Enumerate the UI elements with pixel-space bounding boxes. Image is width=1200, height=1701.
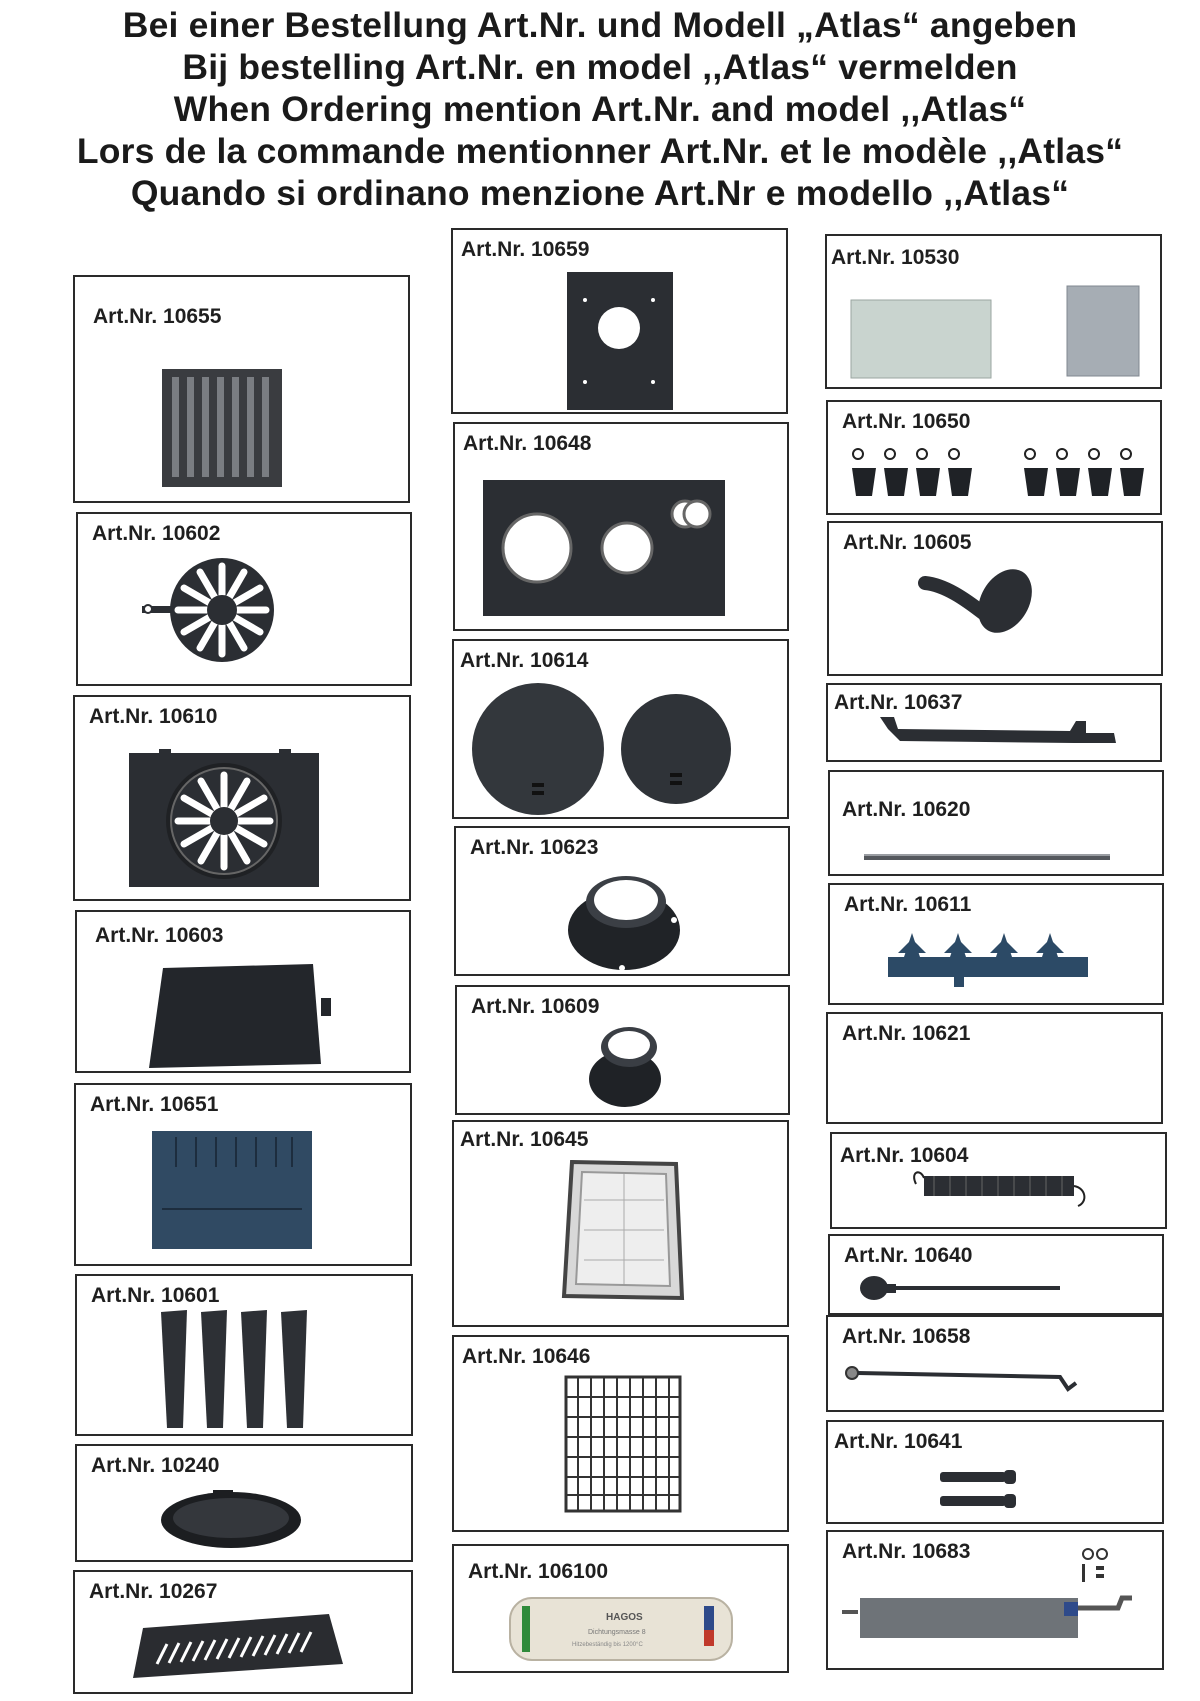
door-plate-image xyxy=(129,749,319,889)
part-number-label: Art.Nr. 10530 xyxy=(831,246,960,269)
part-number-label: Art.Nr. 10605 xyxy=(843,531,972,554)
part-card-10648[interactable] xyxy=(453,422,789,631)
sealant-type-label: Dichtungsmasse 8 xyxy=(588,1629,646,1636)
part-card-10602[interactable] xyxy=(76,512,412,686)
grate-image xyxy=(160,365,285,490)
part-number-label: Art.Nr. 10610 xyxy=(89,705,218,728)
heat-shield-image xyxy=(152,1131,312,1249)
part-card-10267[interactable] xyxy=(73,1570,413,1694)
instruction-it: Quando si ordinano menzione Art.Nr e modello ,,Atlas“ xyxy=(130,173,1070,213)
part-card-10610[interactable] xyxy=(73,695,411,901)
part-number-label: Art.Nr. 10267 xyxy=(89,1580,218,1603)
part-number-label: Art.Nr. 10651 xyxy=(90,1093,219,1116)
poker-rod-image xyxy=(860,1274,1060,1304)
rosette-damper-image xyxy=(142,554,282,674)
part-card-10659[interactable] xyxy=(451,228,788,414)
part-number-label: Art.Nr. 10603 xyxy=(95,924,224,947)
instruction-fr: Lors de la commande mentionner Art.Nr. et le modèle ,,Atlas“ xyxy=(76,131,1124,171)
part-card-10609[interactable] xyxy=(455,985,790,1115)
bolts-image xyxy=(940,1470,1020,1510)
part-number-label: Art.Nr. 10601 xyxy=(91,1284,220,1307)
part-number-label: Art.Nr. 10659 xyxy=(461,238,590,261)
glass-clips-image xyxy=(850,444,1146,500)
part-card-10651[interactable] xyxy=(74,1083,412,1266)
part-number-label: Art.Nr. 10611 xyxy=(844,893,972,916)
door-handle-image xyxy=(925,565,1045,665)
part-card-10655[interactable] xyxy=(73,275,410,503)
part-card-10604[interactable] xyxy=(830,1132,1167,1229)
hook-rod-image xyxy=(842,1363,1092,1403)
part-card-10614[interactable] xyxy=(452,639,789,819)
part-number-label: Art.Nr. 10609 xyxy=(471,995,600,1018)
part-number-label: Art.Nr. 10648 xyxy=(463,432,592,455)
part-number-label: Art.Nr. 10623 xyxy=(470,836,599,859)
part-number-label: Art.Nr. 10655 xyxy=(93,305,222,328)
flat-bar-image xyxy=(864,852,1110,862)
flue-collar-small-image xyxy=(589,1025,669,1111)
damper-plate-image xyxy=(842,1544,1150,1664)
part-card-10646[interactable] xyxy=(452,1335,789,1532)
door-spring-image xyxy=(910,1166,1090,1210)
part-card-10658[interactable] xyxy=(826,1315,1164,1412)
part-number-label: Art.Nr. 10614 xyxy=(460,649,589,672)
part-number-label: Art.Nr. 10602 xyxy=(92,522,221,545)
part-card-10650[interactable] xyxy=(826,400,1162,515)
part-card-10603[interactable] xyxy=(75,910,411,1073)
part-number-label: Art.Nr. 10650 xyxy=(842,410,971,433)
part-card-10683[interactable] xyxy=(826,1530,1164,1670)
instruction-en: When Ordering mention Art.Nr. and model ,,Atlas“ xyxy=(173,89,1027,129)
part-card-10240[interactable] xyxy=(75,1444,413,1562)
part-number-label: Art.Nr. 10683 xyxy=(842,1540,971,1563)
part-card-10640[interactable] xyxy=(828,1234,1164,1315)
instruction-nl: Bij bestelling Art.Nr. en model ,,Atlas“ vermelden xyxy=(182,47,1018,87)
part-number-label: Art.Nr. 10621 xyxy=(842,1022,971,1045)
sealant-tube-image xyxy=(502,1592,740,1666)
part-number-label: Art.Nr. 10604 xyxy=(840,1144,969,1167)
part-number-label: Art.Nr. 10637 xyxy=(834,691,963,714)
part-card-10641[interactable] xyxy=(826,1420,1164,1524)
order-instructions xyxy=(0,4,1200,214)
part-number-label: Art.Nr. 10240 xyxy=(91,1454,220,1477)
griddle-pan-image xyxy=(161,1490,301,1554)
glass-panes-image xyxy=(851,286,1141,382)
grill-rack-image xyxy=(564,1375,684,1515)
part-card-10623[interactable] xyxy=(454,826,790,976)
part-card-10530[interactable] xyxy=(825,234,1162,389)
top-plate-image xyxy=(567,272,673,410)
part-card-10611[interactable] xyxy=(828,883,1164,1005)
part-card-106100[interactable] xyxy=(452,1544,789,1673)
instruction-de: Bei einer Bestellung Art.Nr. und Modell „Atlas“ angeben xyxy=(122,5,1078,45)
ash-pan-lid-image xyxy=(149,964,334,1069)
ash-grate-image xyxy=(133,1614,343,1680)
sealant-brand-label: HAGOS xyxy=(606,1612,643,1623)
ash-tray-image xyxy=(564,1160,684,1300)
part-card-10620[interactable] xyxy=(828,770,1164,876)
part-number-label: Art.Nr. 10620 xyxy=(842,798,971,821)
grate-rail-image xyxy=(888,925,1088,989)
part-number-label: Art.Nr. 10640 xyxy=(844,1244,973,1267)
part-card-10621[interactable] xyxy=(826,1012,1163,1124)
lever-rod-image xyxy=(880,713,1120,753)
part-card-10645[interactable] xyxy=(452,1120,789,1327)
part-number-label: Art.Nr. 10658 xyxy=(842,1325,971,1348)
flue-collar-large-image xyxy=(566,872,682,972)
part-number-label: Art.Nr. 106100 xyxy=(468,1560,609,1583)
part-number-label: Art.Nr. 10646 xyxy=(462,1345,591,1368)
part-number-label: Art.Nr. 10645 xyxy=(460,1128,589,1151)
sealant-spec-label: Hitzebeständig bis 1200°C xyxy=(572,1642,643,1648)
part-number-label: Art.Nr. 10641 xyxy=(834,1430,963,1453)
stove-legs-image xyxy=(161,1310,311,1430)
part-card-10605[interactable] xyxy=(827,521,1163,676)
part-card-10637[interactable] xyxy=(826,683,1162,762)
part-card-10601[interactable] xyxy=(75,1274,413,1436)
baffle-plate-image xyxy=(483,480,725,616)
cover-discs-image xyxy=(470,681,740,817)
